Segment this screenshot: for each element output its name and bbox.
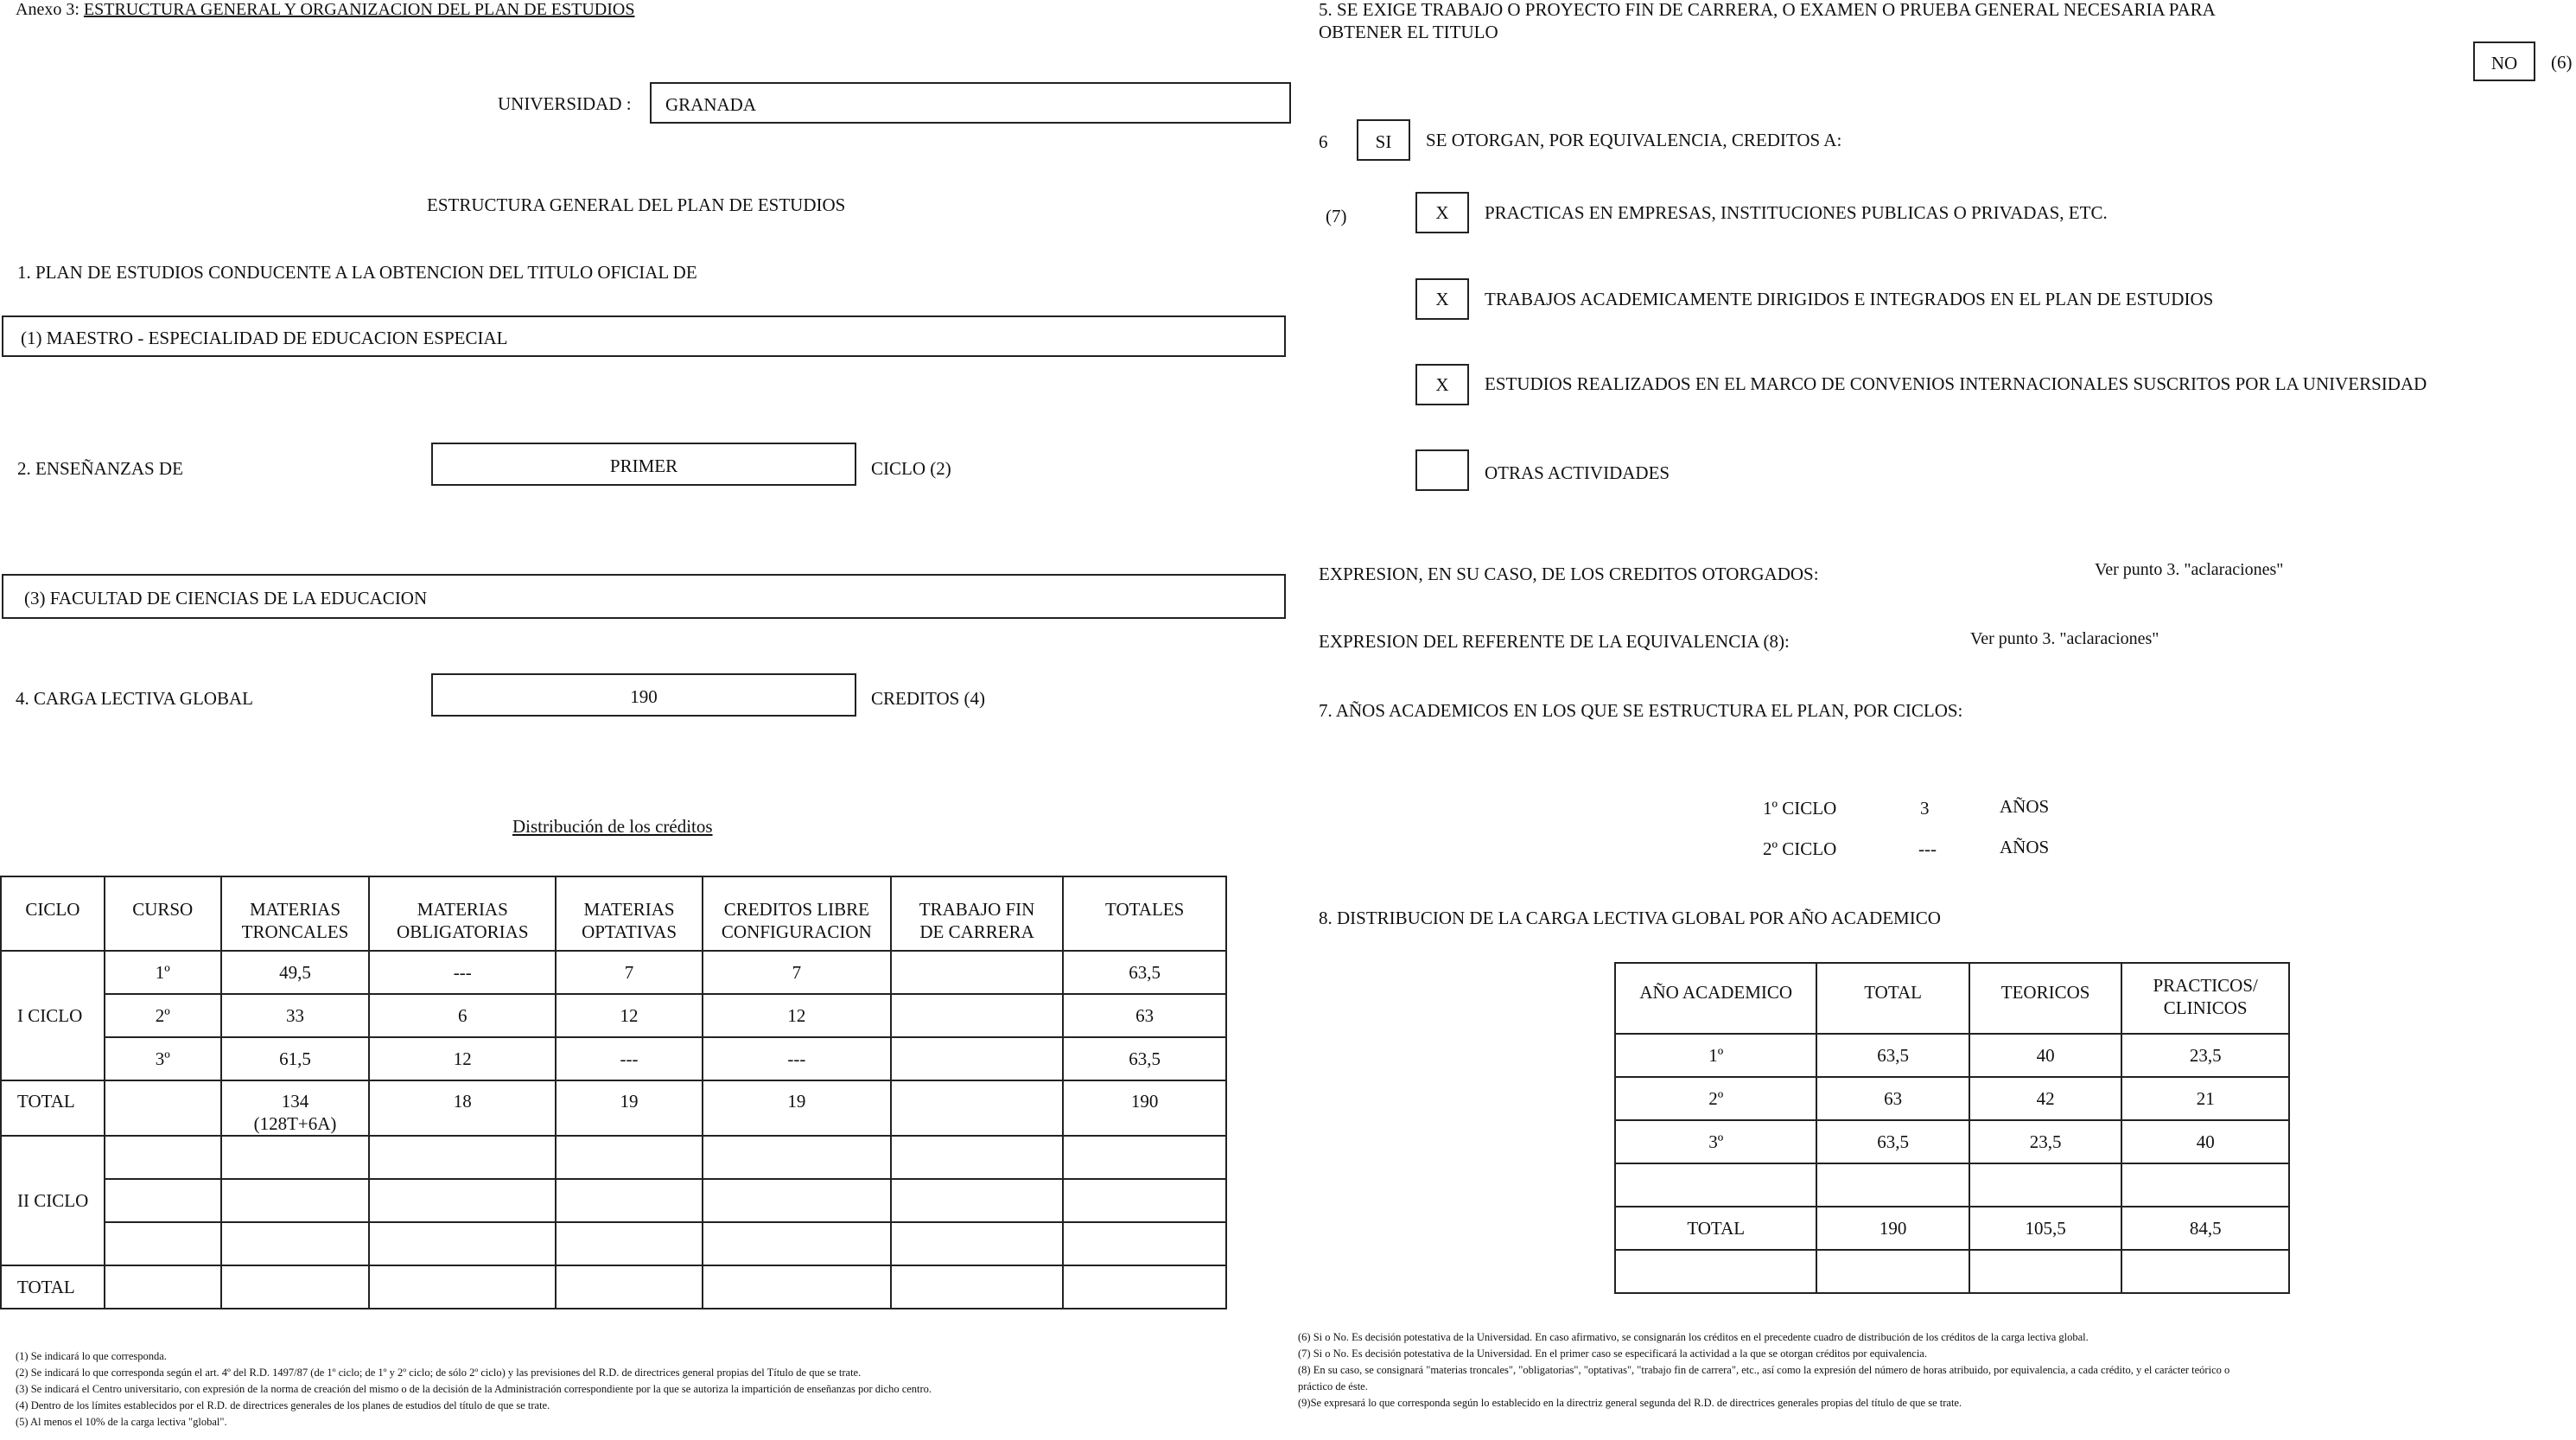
cell-troncales: 49,5 [221, 951, 370, 994]
section6-number: 6 [1319, 131, 1328, 152]
ciclo1-label: I CICLO [1, 951, 105, 1080]
cell-troncales-total [221, 1080, 370, 1136]
footnote-1: (1) Se indicará lo que corresponda. [16, 1350, 167, 1362]
header-trabajo: TRABAJO FIN DE CARRERA [891, 876, 1064, 951]
carga-header-row [1615, 963, 2289, 1034]
facultad-field [2, 574, 1286, 619]
section1-label: 1. PLAN DE ESTUDIOS CONDUCENTE A LA OBTENCION DEL TITULO OFICIAL DE [17, 262, 697, 283]
header-practicos: PRACTICOS/ CLINICOS [2121, 963, 2289, 1034]
cell-optativas: 7 [556, 951, 703, 994]
cell-anio-total: TOTAL [1615, 1207, 1816, 1250]
section5-line1: 5. SE EXIGE TRABAJO O PROYECTO FIN DE CARRERA, O EXAMEN O PRUEBA GENERAL NECESARIA PARA [1319, 0, 2216, 20]
credits-table [0, 876, 1227, 1309]
cell-total: 63,5 [1816, 1120, 1969, 1163]
header-troncales: MATERIAS TRONCALES [221, 876, 370, 951]
cell-curso: 1º [105, 951, 221, 994]
cell-totales: 63,5 [1063, 951, 1226, 994]
footnote-9: (9)Se expresará lo que corresponda según lo establecido en la directriz general segunda del R.D. de directrices generales propias del título de que se trate. [1298, 1397, 1962, 1409]
section4-label: 4. CARGA LECTIVA GLOBAL [16, 688, 253, 709]
troncales-total-note: (128T+6A) [253, 1113, 337, 1134]
section6-value: SI [1375, 131, 1392, 152]
option-label-estudios: ESTUDIOS REALIZADOS EN EL MARCO DE CONVENIOS INTERNACIONALES SUSCRITOS POR LA UNIVERSIDAD [1485, 373, 2427, 394]
footnote-3: (3) Se indicará el Centro universitario, con expresión de la norma de creación del mismo o de la decisión de la Administración correspondiente por la que se autoriza la impartición de enseñanzas por dicho centro. [16, 1383, 932, 1395]
table-row [1, 1037, 1226, 1080]
section2-suffix: CICLO (2) [871, 458, 951, 479]
cell-practicos: 23,5 [2121, 1034, 2289, 1077]
cell-curso: 2º [105, 994, 221, 1037]
table-row [1, 1222, 1226, 1265]
anexo-prefix: Anexo 3: [16, 0, 80, 19]
header-teoricos: TEORICOS [1969, 963, 2122, 1034]
credits-header-row [1, 876, 1226, 951]
section5-value: NO [2490, 53, 2518, 73]
cell-totales: 63,5 [1063, 1037, 1226, 1080]
section8-label: 8. DISTRIBUCION DE LA CARGA LECTIVA GLOBAL POR AÑO ACADEMICO [1319, 908, 1941, 928]
ensenanzas-value: PRIMER [609, 456, 678, 476]
cell-teoricos: 40 [1969, 1034, 2122, 1077]
cell-obligatorias-total: 18 [369, 1080, 556, 1136]
option-checkbox-estudios[interactable]: X [1415, 364, 1469, 405]
cell-teoricos [1969, 1250, 2122, 1293]
cell-totales: 63 [1063, 994, 1226, 1037]
table-row [1, 1136, 1226, 1179]
table-total-row [1, 1080, 1226, 1136]
cell-practicos [2121, 1250, 2289, 1293]
ciclo2-years-unit: AÑOS [2000, 837, 2050, 857]
cell-practicos-total: 84,5 [2121, 1207, 2289, 1250]
cell-trabajo-total [891, 1080, 1064, 1136]
ciclo2-years-label: 2º CICLO [1763, 838, 1837, 859]
cell-anio [1615, 1250, 1816, 1293]
table-row [1615, 1120, 2289, 1163]
estructura-title: ESTRUCTURA GENERAL DEL PLAN DE ESTUDIOS [427, 194, 846, 215]
cell-anio: 2º [1615, 1077, 1816, 1120]
option-label-practicas: PRACTICAS EN EMPRESAS, INSTITUCIONES PUBLICAS O PRIVADAS, ETC. [1485, 202, 2108, 223]
table-row [1615, 1077, 2289, 1120]
ciclo2-label: II CICLO [1, 1136, 105, 1265]
header-obligatorias: MATERIAS OBLIGATORIAS [369, 876, 556, 951]
anexo-title: ESTRUCTURA GENERAL Y ORGANIZACION DEL PLAN DE ESTUDIOS [83, 0, 635, 19]
section5-line2: OBTENER EL TITULO [1319, 22, 1498, 42]
footnote-7: (7) Si o No. Es decisión potestativa de la Universidad. En el primer caso se especificará la actividad a la que se otorgan créditos por equivalencia. [1298, 1348, 1927, 1360]
option-label-otras: OTRAS ACTIVIDADES [1485, 462, 1670, 483]
cell-anio [1615, 1163, 1816, 1207]
ciclo1-years-unit: AÑOS [2000, 796, 2050, 817]
cell-teoricos [1969, 1163, 2122, 1207]
cell-troncales: 33 [221, 994, 370, 1037]
cell-anio: 1º [1615, 1034, 1816, 1077]
troncales-total-value: 134 [281, 1091, 309, 1112]
titulo-field [2, 315, 1286, 357]
cell-practicos [2121, 1163, 2289, 1207]
footnote-2: (2) Se indicará lo que corresponda según el art. 4º del R.D. 1497/87 (de 1º ciclo; de 1º y 2º ciclo; de sólo 2º ciclo) y las previsiones del R.D. de directrices general propias del Título de que se trate. [16, 1367, 862, 1379]
cell-trabajo [891, 1037, 1064, 1080]
cell-libre-total: 19 [703, 1080, 891, 1136]
cell-obligatorias: 12 [369, 1037, 556, 1080]
header-libre: CREDITOS LIBRE CONFIGURACION [703, 876, 891, 951]
footnote-8-cont: práctico de éste. [1298, 1380, 1368, 1392]
footnotes-right [1298, 1329, 2229, 1411]
table-row [1615, 1250, 2289, 1293]
option-checkbox-otras[interactable] [1415, 449, 1469, 491]
header-totales: TOTALES [1063, 876, 1226, 951]
table-total-row [1, 1265, 1226, 1309]
cell-practicos: 21 [2121, 1077, 2289, 1120]
cell-libre: 12 [703, 994, 891, 1037]
section4-suffix: CREDITOS (4) [871, 688, 986, 709]
header-ciclo: CICLO [1, 876, 105, 951]
expresion2-label: EXPRESION DEL REFERENTE DE LA EQUIVALENCIA (8): [1319, 631, 1790, 652]
ciclo1-years-value: 3 [1920, 798, 1930, 819]
table-row [1, 1179, 1226, 1222]
carga-anual-table [1614, 962, 2290, 1294]
footnote-6: (6) Si o No. Es decisión potestativa de la Universidad. En caso afirmativo, se consignarán los créditos en el precedente cuadro de distribución de los créditos de la carga lectiva global. [1298, 1331, 2089, 1343]
header-anio: AÑO ACADEMICO [1615, 963, 1816, 1034]
cell-curso [105, 1080, 221, 1136]
footnote-5: (5) Al menos el 10% de la carga lectiva "global". [16, 1416, 227, 1428]
section5-note: (6) [2551, 52, 2573, 73]
universidad-value: GRANADA [665, 94, 756, 115]
cell-anio: 3º [1615, 1120, 1816, 1163]
header-curso: CURSO [105, 876, 221, 951]
cell-total [1816, 1163, 1969, 1207]
section6-note: (7) [1326, 206, 1347, 226]
universidad-label: UNIVERSIDAD : [498, 93, 632, 114]
cell-total: 63,5 [1816, 1034, 1969, 1077]
header-optativas: MATERIAS OPTATIVAS [556, 876, 703, 951]
cell-totales-total: 190 [1063, 1080, 1226, 1136]
ciclo2-years-value: --- [1918, 838, 1937, 859]
footnotes-left [16, 1348, 932, 1430]
facultad-value: (3) FACULTAD DE CIENCIAS DE LA EDUCACION [24, 588, 428, 608]
cell-trabajo [891, 951, 1064, 994]
cell-trabajo [891, 994, 1064, 1037]
header-total: TOTAL [1816, 963, 1969, 1034]
cell-libre: --- [703, 1037, 891, 1080]
universidad-field [650, 82, 1291, 124]
titulo-value: (1) MAESTRO - ESPECIALIDAD DE EDUCACION ESPECIAL [21, 328, 508, 348]
carga-value: 190 [630, 686, 658, 707]
cell-troncales: 61,5 [221, 1037, 370, 1080]
expresion1-value: Ver punto 3. "aclaraciones" [2095, 560, 2284, 579]
table-row [1615, 1034, 2289, 1077]
expresion2-value: Ver punto 3. "aclaraciones" [1970, 629, 2159, 648]
cell-practicos: 40 [2121, 1120, 2289, 1163]
section6-label: SE OTORGAN, POR EQUIVALENCIA, CREDITOS A: [1426, 130, 1842, 150]
cell-teoricos: 42 [1969, 1077, 2122, 1120]
table-row [1615, 1163, 2289, 1207]
cell-libre: 7 [703, 951, 891, 994]
option-checkbox-practicas[interactable]: X [1415, 192, 1469, 233]
cell-teoricos: 23,5 [1969, 1120, 2122, 1163]
cell-obligatorias: --- [369, 951, 556, 994]
cell-total [1816, 1250, 1969, 1293]
cell-obligatorias: 6 [369, 994, 556, 1037]
table-row [1, 994, 1226, 1037]
section5-field [2473, 41, 2535, 81]
anexo-header [16, 0, 634, 20]
cell-total: 63 [1816, 1077, 1969, 1120]
cell-total-total: 190 [1816, 1207, 1969, 1250]
table-total-row [1615, 1207, 2289, 1250]
ciclo1-years-label: 1º CICLO [1763, 798, 1837, 819]
option-label-trabajos: TRABAJOS ACADEMICAMENTE DIRIGIDOS E INTEGRADOS EN EL PLAN DE ESTUDIOS [1485, 289, 2214, 309]
ensenanzas-field [431, 443, 856, 486]
section6-field [1357, 119, 1410, 161]
carga-field [431, 673, 856, 717]
cell-optativas: 12 [556, 994, 703, 1037]
section2-label: 2. ENSEÑANZAS DE [17, 458, 183, 479]
total2-label: TOTAL [1, 1265, 105, 1309]
expresion1-label: EXPRESION, EN SU CASO, DE LOS CREDITOS OTORGADOS: [1319, 564, 1819, 584]
option-checkbox-trabajos[interactable]: X [1415, 278, 1469, 320]
footnote-8: (8) En su caso, se consignará "materias troncales", "obligatorias", "optativas", "trabajo fin de carrera", etc., así como la expresión del número de horas atribuido, por equivalencia, a cada crédito, y el carácter teórico o [1298, 1364, 2230, 1376]
distribucion-title: Distribución de los créditos [512, 816, 713, 837]
cell-optativas: --- [556, 1037, 703, 1080]
section5-text [1319, 0, 2216, 43]
footnote-4: (4) Dentro de los límites establecidos por el R.D. de directrices generales de los planes de estudios del título de que se trate. [16, 1399, 550, 1411]
cell-curso: 3º [105, 1037, 221, 1080]
cell-optativas-total: 19 [556, 1080, 703, 1136]
section7-label: 7. AÑOS ACADEMICOS EN LOS QUE SE ESTRUCTURA EL PLAN, POR CICLOS: [1319, 700, 1963, 721]
cell-teoricos-total: 105,5 [1969, 1207, 2122, 1250]
total-label: TOTAL [1, 1080, 105, 1136]
table-row [1, 951, 1226, 994]
